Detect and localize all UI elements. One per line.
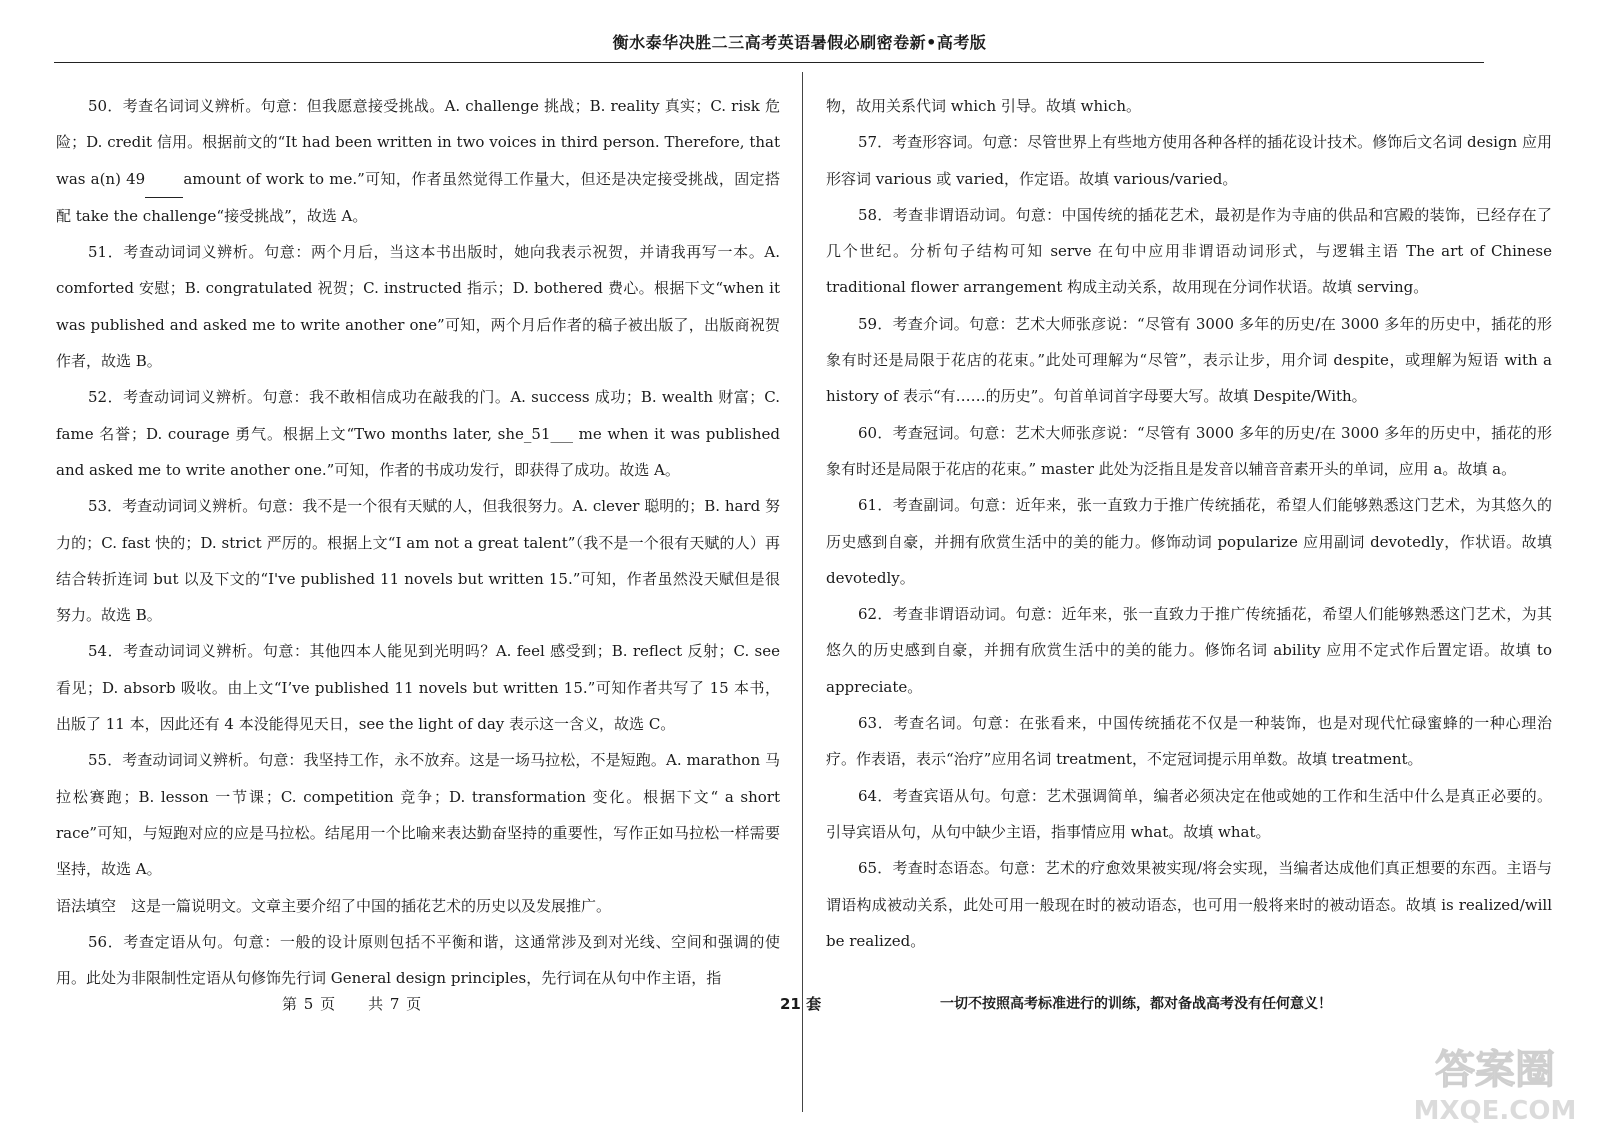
answer-paragraph-52 [56, 379, 780, 488]
answer-paragraph-54 [56, 633, 780, 742]
paragraph-text: 59．考查介词。句意：艺术大师张彦说：“尽管有 3000 多年的历史/在 3000 多年的历史中，插花的形象有时还是局限于花店的花束。”此处可理解为“尽管”，表示让步，用介词 despite，或理解为短语 with a history of 表示“有……的历史”。句首单词首字母要大写。故填 Despite/With。 [826, 314, 1552, 406]
fill-blank [145, 161, 183, 198]
answer-paragraph-58 [826, 197, 1552, 306]
paragraph-text: 物，故用关系代词 which 引导。故填 which。 [826, 97, 1142, 115]
watermark-text-cn: 答案圈 [1435, 1047, 1555, 1093]
paragraph-text: 65．考查时态语态。句意：艺术的疗愈效果被实现/将会实现，当编者达成他们真正想要的东西。主语与谓语构成被动关系，此处可用一般现在时的被动语态，也可用一般将来时的被动语态。故填 is realized/will be realized。 [826, 859, 1552, 950]
answer-paragraph-55 [56, 742, 780, 887]
left-column [56, 88, 780, 996]
paragraph-text: 50．考查名词词义辨析。句意：但我愿意接受挑战。A. challenge 挑战；B. reality 真实；C. risk 危险；D. credit 信用。根据前文的“It had been written in two voices in third person. Therefore, that was a(n) 49 [56, 97, 780, 188]
paragraph-text: 53．考查动词词义辨析。句意：我不是一个很有天赋的人，但我很努力。A. clever 聪明的；B. hard 努力的；C. fast 快的；D. strict 严厉的。根据上文“I am not a great talent”（我不是一个很有天赋的人）再结合转折连词 but 以及下文的“I've published 11 novels but written 15.”可知，作者虽然没天赋但是很努力。故选 B。 [56, 497, 780, 625]
paragraph-text: amount of work to me.”可知，作者虽然觉得工作量大，但还是决定接受挑战，固定搭配 take the challenge“接受挑战”，故选 A。 [56, 169, 780, 225]
page-number: 第 5 页 共 7 页 [282, 995, 423, 1013]
paragraph-text: 52．考查动词词义辨析。句意：我不敢相信成功在敲我的门。A. success 成功；B. wealth 财富；C. fame 名誉；D. courage 勇气。根据上文“Two months later, she_51___ me when it was published and asked me to write another one.”可知，作者的书成功发行，即获得了成功。故选 A。 [56, 388, 780, 479]
paragraph-text: 64．考查宾语从句。句意：艺术强调简单，编者必须决定在他或她的工作和生活中什么是真正必要的。引导宾语从句，从句中缺少主语，指事情应用 what。故填 what。 [826, 786, 1552, 841]
set-number: 21 套 [780, 995, 822, 1013]
paragraph-text: 58．考查非谓语动词。句意：中国传统的插花艺术，最初是作为寺庙的供品和宫殿的装饰，已经存在了几个世纪。分析句子结构可知 serve 在句中应用非谓语动词形式，与逻辑主语 The art of Chinese traditional flower arrangement 构成主动关系，故用现在分词作状语。故填 serving。 [826, 205, 1552, 297]
answer-paragraph-64 [826, 778, 1552, 851]
footer-motto: 一切不按照高考标准进行的训练，都对备战高考没有任何意义！ [940, 996, 1332, 1012]
answer-paragraph-60 [826, 415, 1552, 488]
paragraph-text: 60．考查冠词。句意：艺术大师张彦说：“尽管有 3000 多年的历史/在 3000 多年的历史中，插花的形象有时还是局限于花店的花束。” master 此处为泛指且是发音以辅音音素开头的单词，应用 a。故填 a。 [826, 423, 1552, 478]
answer-paragraph-65 [826, 850, 1552, 959]
watermark-logo [1395, 1035, 1595, 1125]
paragraph-text: 54．考查动词词义辨析。句意：其他四本人能见到光明吗？A. feel 感受到；B. reflect 反射；C. see 看见；D. absorb 吸收。由上文“I’ve published 11 novels but written 15.”可知作者共写了 15 本书，出版了 11 本，因此还有 4 本没能得见天日，see the light of day 表示这一含义，故选 C。 [56, 642, 780, 734]
answer-paragraph-53 [56, 488, 780, 633]
answer-paragraph-63 [826, 705, 1552, 778]
paragraph-text: 62．考查非谓语动词。句意：近年来，张一直致力于推广传统插花，希望人们能够熟悉这门艺术，为其悠久的历史感到自豪，并拥有欣赏生活中的美的能力。修饰名词 ability 应用不定式作后置定语。故填 to appreciate。 [826, 605, 1552, 696]
header-rule [54, 62, 1484, 63]
answer-paragraph-51 [56, 234, 780, 379]
answer-paragraph-50 [56, 88, 780, 234]
right-column [826, 88, 1552, 959]
answer-paragraph-56-cont [826, 88, 1552, 124]
answer-paragraph-59 [826, 306, 1552, 415]
paragraph-text: 63．考查名词。句意：在张看来，中国传统插花不仅是一种装饰，也是对现代忙碌蜜蜂的一种心理治疗。作表语，表示“治疗”应用名词 treatment，不定冠词提示用单数。故填 treatment。 [826, 714, 1552, 769]
paragraph-text: 51．考查动词词义辨析。句意：两个月后，当这本书出版时，她向我表示祝贺，并请我再写一本。A. comforted 安慰；B. congratulated 祝贺；C. instructed 指示；D. bothered 费心。根据下文“when it was published and asked me to write another one”可知，两个月后作者的稿子被出版了，出版商祝贺作者，故选 B。 [56, 243, 780, 371]
answer-paragraph-57 [826, 124, 1552, 197]
watermark-text-en: MXQE.COM [1413, 1096, 1577, 1125]
answer-paragraph-intro [56, 888, 780, 924]
header-title: 衡水泰华决胜二三高考英语暑假必刷密卷新•高考版 [612, 33, 987, 52]
paragraph-text: 61．考查副词。句意：近年来，张一直致力于推广传统插花，希望人们能够熟悉这门艺术，为其悠久的历史感到自豪，并拥有欣赏生活中的美的能力。修饰动词 popularize 应用副词 devotedly，作状语。故填 devotedly。 [826, 496, 1552, 587]
answer-paragraph-61 [826, 487, 1552, 596]
paragraph-text: 55．考查动词词义辨析。句意：我坚持工作，永不放弃。这是一场马拉松，不是短跑。A. marathon 马拉松赛跑；B. lesson 一节课；C. competition 竞争；D. transformation 变化。根据下文“ a short race”可知，与短跑对应的应是马拉松。结尾用一个比喻来表达勤奋坚持的重要性，写作正如马拉松一样需要坚持，故选 A。 [56, 751, 780, 879]
answer-paragraph-56 [56, 924, 780, 997]
paragraph-text: 56．考查定语从句。句意：一般的设计原则包括不平衡和谐，这通常涉及到对光线、空间和强调的使用。此处为非限制性定语从句修饰先行词 General design principles，先行词在从句中作主语，指 [56, 932, 780, 988]
column-divider [802, 72, 803, 1112]
paragraph-text: 语法填空 这是一篇说明文。文章主要介绍了中国的插花艺术的历史以及发展推广。 [56, 896, 612, 915]
answer-paragraph-62 [826, 596, 1552, 705]
paragraph-text: 57．考查形容词。句意：尽管世界上有些地方使用各种各样的插花设计技术。修饰后文名词 design 应用形容词 various 或 varied，作定语。故填 various/varied。 [826, 133, 1552, 188]
